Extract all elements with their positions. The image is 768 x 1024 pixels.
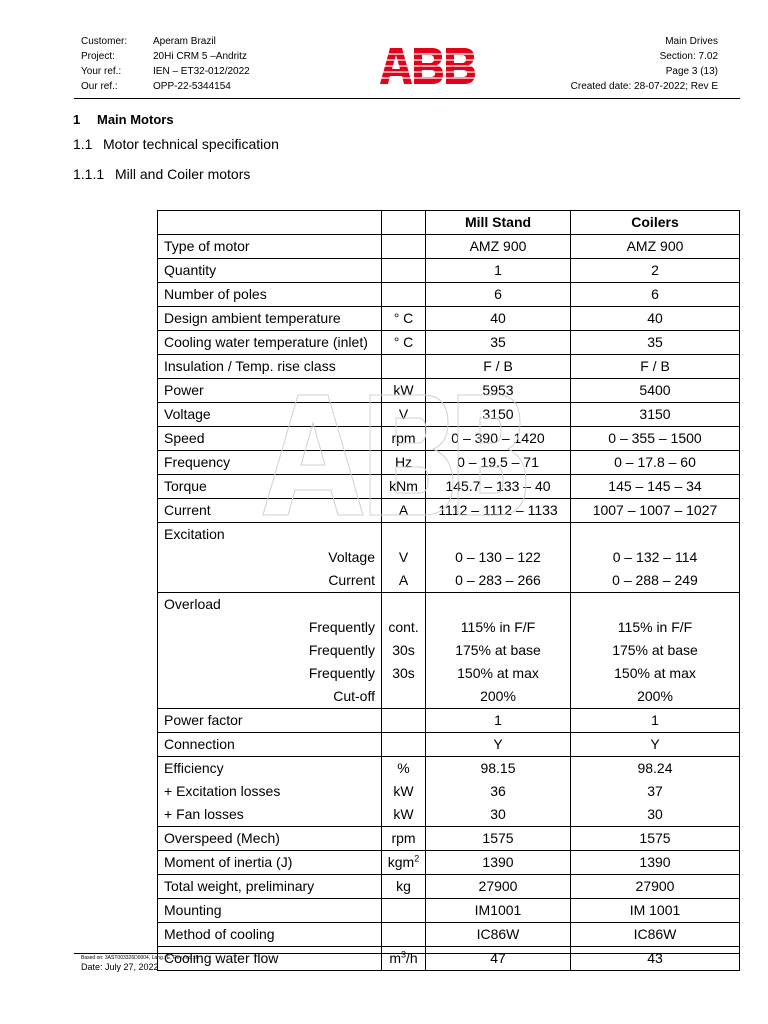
unit-cell [382,523,426,593]
coiler-cell: IM 1001 [571,899,740,923]
mill-cell: 1575 [426,827,571,851]
blank-line [384,593,423,616]
mill-cell: 0 – 19.5 – 71 [426,451,571,475]
unit-cell [382,851,426,875]
table-row [158,451,740,475]
sub-mill: 0 – 130 – 122 [455,549,541,565]
blank-line [577,523,733,546]
unit-cell [382,259,426,283]
table-row [158,379,740,403]
sub-coiler: 200% [637,688,673,704]
heading-text: Motor technical specification [103,136,279,152]
heading-main-motors [73,112,174,127]
sub-unit: 30s [392,665,415,681]
header-value: IEN – ET32-012/2022 [153,66,250,77]
sub-unit: V [398,549,409,565]
mill-cell: 47 [426,947,571,971]
sub-coiler: 0 – 288 – 249 [612,572,698,588]
param-cell: Voltage [158,403,382,427]
table-row [158,875,740,899]
mill-cell: 1 [426,709,571,733]
unit-cell: ° C [382,307,426,331]
heading-motor-spec [73,136,279,152]
coiler-cell [571,757,740,827]
header-section-title: Main Drives [665,36,718,47]
mill-cell: AMZ 900 [426,235,571,259]
sub-mill: 30 [490,806,506,822]
mill-cell: 5953 [426,379,571,403]
table-row [158,827,740,851]
unit-superscript: 2 [414,853,420,864]
table-row [158,403,740,427]
col-header-coilers: Coilers [571,211,740,235]
unit-cell: V [382,403,426,427]
sub-param: Cut-off [333,688,375,704]
blank-line [432,593,564,616]
param-cell: Mounting [158,899,382,923]
coiler-cell: 2 [571,259,740,283]
sub-coiler: 0 – 132 – 114 [612,549,698,565]
header-label: Our ref.: [81,81,118,92]
unit-cell: rpm [382,427,426,451]
sub-unit: kW [393,783,414,799]
param-cell: Total weight, preliminary [158,875,382,899]
table-row [158,235,740,259]
param-cell: Insulation / Temp. rise class [158,355,382,379]
table-row [158,259,740,283]
header-customer-row [81,34,250,49]
unit-cell [382,733,426,757]
mill-cell: Y [426,733,571,757]
header-label: Project: [81,51,115,62]
param-cell: Design ambient temperature [158,307,382,331]
sub-param: Efficiency [164,760,224,776]
table-row [158,307,740,331]
param-cell: Power factor [158,709,382,733]
heading-number: 1.1.1 [73,166,105,182]
sub-mill: 98.15 [480,760,516,776]
param-cell: Current [158,499,382,523]
coiler-cell: 3150 [571,403,740,427]
table-row [158,427,740,451]
table-row [158,851,740,875]
unit-text: kgm [387,854,415,870]
footer-date: Date: July 27, 2022 [81,962,159,972]
unit-cell [382,235,426,259]
blank-line [384,523,423,546]
sub-mill: 36 [490,783,506,799]
group-title: Overload [164,596,221,612]
mill-cell: 3150 [426,403,571,427]
sub-coiler: 150% at max [614,665,696,681]
sub-unit: cont. [388,619,419,635]
mill-cell: 40 [426,307,571,331]
header-label: Customer: [81,36,128,47]
mill-cell: IM1001 [426,899,571,923]
param-cell: Power [158,379,382,403]
table-row [158,733,740,757]
param-cell: Moment of inertia (J) [158,851,382,875]
table-header-row [158,211,740,235]
motor-spec-table [157,210,740,971]
coiler-cell: Y [571,733,740,757]
table-row-efficiency [158,757,740,827]
coiler-cell: 0 – 355 – 1500 [571,427,740,451]
unit-cell [382,355,426,379]
header-section-number: Section: 7.02 [659,51,718,62]
param-cell [158,757,382,827]
coiler-cell: 145 – 145 – 34 [571,475,740,499]
header-created-date: Created date: 28-07-2022; Rev E [570,81,718,92]
table-row [158,923,740,947]
header-your-ref-row [81,64,250,79]
coiler-cell: IC86W [571,923,740,947]
param-cell: Cooling water flow [158,947,382,971]
header-value: Aperam Brazil [153,36,216,47]
sub-param: Frequently [308,642,375,658]
param-cell: Frequency [158,451,382,475]
coiler-cell [571,593,740,709]
unit-cell: ° C [382,331,426,355]
unit-text: m [389,950,401,966]
coiler-cell: 5400 [571,379,740,403]
sub-unit: % [397,760,410,776]
mill-cell: F / B [426,355,571,379]
unit-suffix: /h [406,950,418,966]
param-cell: Torque [158,475,382,499]
heading-text: Mill and Coiler motors [115,166,251,182]
header-our-ref-row [81,79,250,94]
sub-unit [384,685,423,708]
unit-cell: Hz [382,451,426,475]
mill-cell [426,523,571,593]
col-header-unit [382,211,426,235]
coiler-cell: 6 [571,283,740,307]
unit-cell [382,593,426,709]
heading-number: 1.1 [73,136,93,152]
header-label: Your ref.: [81,66,122,77]
sub-mill: 115% in F/F [460,619,536,635]
unit-superscript: 3 [400,949,406,960]
table-row [158,499,740,523]
header-rule [74,98,740,99]
group-title: Excitation [164,526,225,542]
sub-mill: 200% [480,688,516,704]
param-cell: Method of cooling [158,923,382,947]
param-cell: Speed [158,427,382,451]
sub-coiler: 98.24 [637,760,673,776]
param-cell: Quantity [158,259,382,283]
header-value: 20Hi CRM 5 –Andritz [153,51,247,62]
col-header-mill-stand: Mill Stand [426,211,571,235]
param-cell: Cooling water temperature (inlet) [158,331,382,355]
mill-cell: 27900 [426,875,571,899]
coiler-cell: AMZ 900 [571,235,740,259]
header-doc-info [571,34,718,94]
sub-unit: A [398,572,409,588]
sub-param: + Fan losses [164,806,244,822]
unit-cell [382,947,426,971]
table-row [158,475,740,499]
header-value: OPP-22-5344154 [153,81,231,92]
unit-cell [382,899,426,923]
header-page-number: Page 3 (13) [665,66,718,77]
col-header-parameter [158,211,382,235]
coiler-cell: F / B [571,355,740,379]
unit-cell: kW [382,379,426,403]
header-info [81,34,250,94]
unit-cell [382,757,426,827]
coiler-cell: 1007 – 1007 – 1027 [571,499,740,523]
sub-coiler: 30 [647,806,663,822]
param-cell: Number of poles [158,283,382,307]
mill-cell [426,593,571,709]
unit-cell: rpm [382,827,426,851]
coiler-cell: 40 [571,307,740,331]
sub-coiler: 37 [647,783,663,799]
heading-mill-coiler [73,166,250,182]
unit-cell: kNm [382,475,426,499]
mill-cell [426,757,571,827]
coiler-cell: 1390 [571,851,740,875]
heading-text: Main Motors [97,112,174,127]
sub-coiler: 175% at base [612,642,698,658]
table-row [158,283,740,307]
mill-cell: 1 [426,259,571,283]
mill-cell: 0 – 390 – 1420 [426,427,571,451]
unit-cell: A [382,499,426,523]
sub-param: + Excitation losses [164,783,281,799]
sub-mill: 150% at max [457,665,539,681]
table-row [158,355,740,379]
coiler-cell: 1 [571,709,740,733]
mill-cell: 1112 – 1112 – 1133 [426,499,571,523]
param-cell: Connection [158,733,382,757]
coiler-cell: 1575 [571,827,740,851]
unit-cell [382,923,426,947]
sub-coiler: 115% in F/F [617,619,693,635]
sub-param: Frequently [308,665,375,681]
mill-cell: 35 [426,331,571,355]
table-row-excitation [158,523,740,593]
table-row [158,947,740,971]
coiler-cell: 35 [571,331,740,355]
heading-number: 1 [73,112,81,127]
param-cell: Type of motor [158,235,382,259]
mill-cell: 6 [426,283,571,307]
abb-logo [380,48,478,84]
table-row [158,331,740,355]
unit-cell [382,709,426,733]
blank-line [432,523,564,546]
unit-cell: kg [382,875,426,899]
footer-based-on: Based on: 3AST003326D0004, Lang.: E, Rev. Ind.: B [81,955,199,961]
sub-unit: kW [393,806,414,822]
mill-cell: 145.7 – 133 – 40 [426,475,571,499]
param-cell: Overspeed (Mech) [158,827,382,851]
sub-mill: 0 – 283 – 266 [455,572,541,588]
sub-param: Frequently [308,619,375,635]
param-cell [158,593,382,709]
header-project-row [81,49,250,64]
sub-param: Voltage [328,549,375,565]
footer-rule [74,953,740,954]
coiler-cell [571,523,740,593]
table-row-overload [158,593,740,709]
coiler-cell: 43 [571,947,740,971]
table-row [158,899,740,923]
sub-mill: 175% at base [455,642,541,658]
mill-cell: 1390 [426,851,571,875]
unit-cell [382,283,426,307]
param-cell [158,523,382,593]
sub-param: Current [328,572,375,588]
coiler-cell: 27900 [571,875,740,899]
sub-unit: 30s [392,642,415,658]
mill-cell: IC86W [426,923,571,947]
table-row [158,709,740,733]
blank-line [577,593,733,616]
coiler-cell: 0 – 17.8 – 60 [571,451,740,475]
